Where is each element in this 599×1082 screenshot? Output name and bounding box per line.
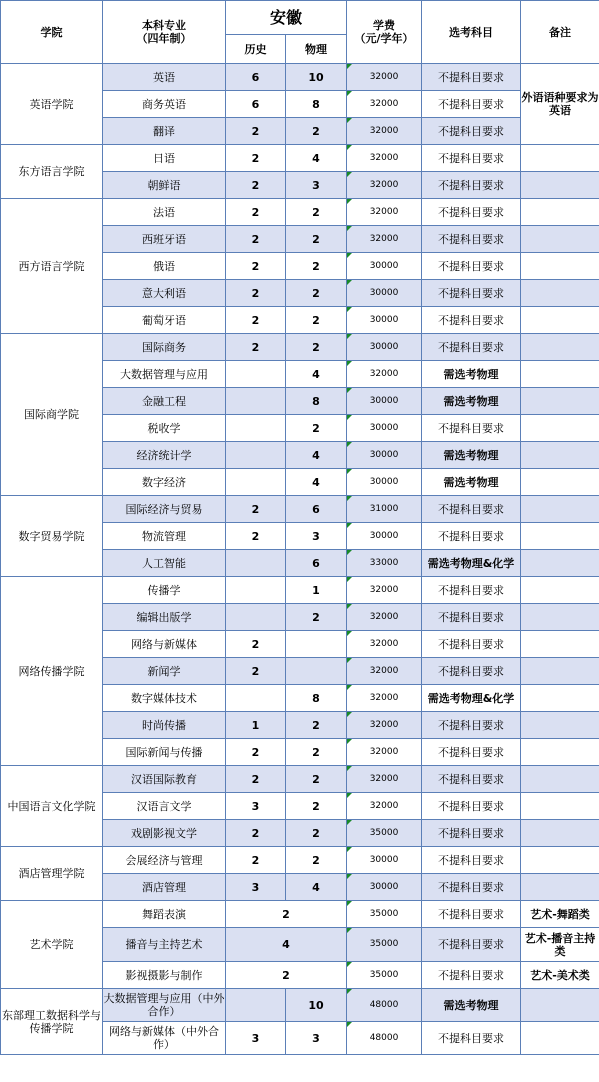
quota-physics-cell: 2 (286, 820, 347, 847)
remark-cell (521, 604, 599, 631)
subjects-cell: 不提科目要求 (422, 766, 521, 793)
table-row (1, 847, 599, 874)
quota-history-cell: 2 (226, 118, 286, 145)
subjects-cell: 不提科目要求 (422, 712, 521, 739)
major-cell: 戏剧影视文学 (103, 820, 226, 847)
table-row (1, 496, 599, 523)
remark-cell (521, 496, 599, 523)
header-major-sub: （四年制） (136, 32, 192, 45)
fee-cell: 32000 (347, 685, 422, 712)
fee-cell: 32000 (347, 172, 422, 199)
subjects-cell: 需选考物理 (422, 388, 521, 415)
table-row (1, 199, 599, 226)
remark-cell (521, 658, 599, 685)
quota-physics-cell: 2 (286, 280, 347, 307)
remark-cell (521, 226, 599, 253)
fee-cell: 32000 (347, 91, 422, 118)
subjects-cell: 不提科目要求 (422, 496, 521, 523)
fee-cell: 32000 (347, 631, 422, 658)
quota-combined-cell: 4 (226, 928, 347, 962)
quota-history-cell: 2 (226, 145, 286, 172)
fee-cell: 30000 (347, 415, 422, 442)
fee-cell: 32000 (347, 577, 422, 604)
quota-physics-cell: 4 (286, 145, 347, 172)
remark-cell (521, 820, 599, 847)
fee-cell: 30000 (347, 847, 422, 874)
college-cell: 酒店管理学院 (1, 847, 103, 901)
subjects-cell: 不提科目要求 (422, 64, 521, 91)
major-cell: 网络与新媒体 (103, 631, 226, 658)
remark-cell (521, 442, 599, 469)
fee-cell: 30000 (347, 280, 422, 307)
subjects-cell: 需选考物理&化学 (422, 550, 521, 577)
major-cell: 国际经济与贸易 (103, 496, 226, 523)
quota-physics-cell: 2 (286, 118, 347, 145)
quota-history-cell (226, 388, 286, 415)
college-cell: 网络传播学院 (1, 577, 103, 766)
major-cell: 俄语 (103, 253, 226, 280)
fee-cell: 30000 (347, 388, 422, 415)
subjects-cell: 需选考物理 (422, 361, 521, 388)
fee-cell: 30000 (347, 253, 422, 280)
quota-history-cell (226, 577, 286, 604)
major-cell: 翻译 (103, 118, 226, 145)
subjects-cell: 不提科目要求 (422, 901, 521, 928)
subjects-cell: 不提科目要求 (422, 928, 521, 962)
major-cell: 舞蹈表演 (103, 901, 226, 928)
quota-physics-cell: 8 (286, 388, 347, 415)
remark-cell (521, 388, 599, 415)
fee-cell: 30000 (347, 334, 422, 361)
major-cell: 影视摄影与制作 (103, 962, 226, 989)
quota-history-cell: 2 (226, 172, 286, 199)
major-cell: 英语 (103, 64, 226, 91)
subjects-cell: 不提科目要求 (422, 962, 521, 989)
major-cell: 西班牙语 (103, 226, 226, 253)
remark-cell (521, 712, 599, 739)
quota-history-cell: 2 (226, 658, 286, 685)
fee-cell: 30000 (347, 874, 422, 901)
remark-cell: 外语语种要求为英语 (521, 64, 599, 145)
fee-cell: 35000 (347, 962, 422, 989)
header-province: 安徽 (226, 1, 347, 35)
subjects-cell: 需选考物理&化学 (422, 685, 521, 712)
quota-history-cell: 6 (226, 64, 286, 91)
college-cell: 东方语言学院 (1, 145, 103, 199)
subjects-cell: 需选考物理 (422, 442, 521, 469)
quota-history-cell (226, 989, 286, 1022)
college-cell: 英语学院 (1, 64, 103, 145)
subjects-cell: 不提科目要求 (422, 1022, 521, 1055)
subjects-cell: 不提科目要求 (422, 253, 521, 280)
major-cell: 法语 (103, 199, 226, 226)
quota-history-cell: 2 (226, 631, 286, 658)
quota-history-cell (226, 361, 286, 388)
quota-physics-cell: 10 (286, 989, 347, 1022)
quota-history-cell (226, 685, 286, 712)
header-major-label: 本科专业 (142, 19, 186, 32)
quota-physics-cell: 4 (286, 442, 347, 469)
fee-cell: 48000 (347, 1022, 422, 1055)
remark-cell (521, 334, 599, 361)
header-college: 学院 (1, 1, 103, 64)
remark-cell (521, 145, 599, 172)
fee-cell: 35000 (347, 901, 422, 928)
header-physics: 物理 (286, 35, 347, 64)
fee-cell: 32000 (347, 793, 422, 820)
remark-cell: 艺术-美术类 (521, 962, 599, 989)
table-row (1, 145, 599, 172)
quota-physics-cell: 2 (286, 307, 347, 334)
quota-physics-cell: 2 (286, 199, 347, 226)
quota-physics-cell: 2 (286, 253, 347, 280)
fee-cell: 32000 (347, 118, 422, 145)
subjects-cell: 不提科目要求 (422, 226, 521, 253)
header-major (103, 1, 226, 64)
subjects-cell: 不提科目要求 (422, 793, 521, 820)
college-cell: 国际商学院 (1, 334, 103, 496)
fee-cell: 30000 (347, 442, 422, 469)
major-cell: 数字经济 (103, 469, 226, 496)
remark-cell (521, 1022, 599, 1055)
quota-physics-cell: 2 (286, 847, 347, 874)
major-cell: 数字媒体技术 (103, 685, 226, 712)
major-cell: 网络与新媒体（中外合作） (103, 1022, 226, 1055)
major-cell: 新闻学 (103, 658, 226, 685)
remark-cell (521, 874, 599, 901)
fee-cell: 48000 (347, 989, 422, 1022)
quota-history-cell: 2 (226, 199, 286, 226)
fee-cell: 32000 (347, 604, 422, 631)
quota-history-cell: 2 (226, 280, 286, 307)
quota-history-cell: 2 (226, 307, 286, 334)
fee-cell: 30000 (347, 469, 422, 496)
subjects-cell: 不提科目要求 (422, 334, 521, 361)
fee-cell: 32000 (347, 64, 422, 91)
subjects-cell: 不提科目要求 (422, 523, 521, 550)
remark-cell (521, 280, 599, 307)
quota-physics-cell: 2 (286, 415, 347, 442)
quota-history-cell: 2 (226, 523, 286, 550)
remark-cell (521, 253, 599, 280)
subjects-cell: 不提科目要求 (422, 658, 521, 685)
quota-history-cell (226, 469, 286, 496)
major-cell: 国际商务 (103, 334, 226, 361)
header-fee (347, 1, 422, 64)
quota-physics-cell: 2 (286, 334, 347, 361)
subjects-cell: 不提科目要求 (422, 280, 521, 307)
quota-physics-cell: 2 (286, 226, 347, 253)
subjects-cell: 不提科目要求 (422, 118, 521, 145)
quota-history-cell: 6 (226, 91, 286, 118)
quota-physics-cell: 1 (286, 577, 347, 604)
subjects-cell: 不提科目要求 (422, 847, 521, 874)
quota-history-cell: 2 (226, 820, 286, 847)
table-row (1, 989, 599, 1022)
fee-cell: 30000 (347, 307, 422, 334)
fee-cell: 32000 (347, 361, 422, 388)
quota-physics-cell (286, 631, 347, 658)
remark-cell (521, 989, 599, 1022)
remark-cell (521, 550, 599, 577)
remark-cell (521, 415, 599, 442)
subjects-cell: 不提科目要求 (422, 631, 521, 658)
major-cell: 意大利语 (103, 280, 226, 307)
quota-history-cell: 3 (226, 1022, 286, 1055)
major-cell: 播音与主持艺术 (103, 928, 226, 962)
quota-physics-cell: 3 (286, 172, 347, 199)
major-cell: 人工智能 (103, 550, 226, 577)
fee-cell: 32000 (347, 145, 422, 172)
remark-cell (521, 793, 599, 820)
quota-physics-cell: 2 (286, 604, 347, 631)
college-cell: 西方语言学院 (1, 199, 103, 334)
subjects-cell: 不提科目要求 (422, 199, 521, 226)
major-cell: 汉语国际教育 (103, 766, 226, 793)
remark-cell (521, 685, 599, 712)
quota-history-cell: 2 (226, 253, 286, 280)
college-cell: 东部理工数据科学与传播学院 (1, 989, 103, 1055)
subjects-cell: 不提科目要求 (422, 91, 521, 118)
header-remark: 备注 (521, 1, 599, 64)
major-cell: 税收学 (103, 415, 226, 442)
major-cell: 金融工程 (103, 388, 226, 415)
major-cell: 大数据管理与应用 (103, 361, 226, 388)
major-cell: 国际新闻与传播 (103, 739, 226, 766)
quota-history-cell: 3 (226, 793, 286, 820)
quota-physics-cell: 6 (286, 550, 347, 577)
quota-history-cell (226, 442, 286, 469)
subjects-cell: 不提科目要求 (422, 820, 521, 847)
table-row (1, 64, 599, 91)
header-subjects: 选考科目 (422, 1, 521, 64)
remark-cell (521, 766, 599, 793)
fee-cell: 32000 (347, 658, 422, 685)
remark-cell (521, 469, 599, 496)
quota-history-cell: 2 (226, 226, 286, 253)
quota-history-cell: 1 (226, 712, 286, 739)
subjects-cell: 不提科目要求 (422, 307, 521, 334)
quota-physics-cell: 2 (286, 739, 347, 766)
table-row (1, 901, 599, 928)
quota-physics-cell (286, 658, 347, 685)
remark-cell (521, 739, 599, 766)
major-cell: 酒店管理 (103, 874, 226, 901)
fee-cell: 32000 (347, 739, 422, 766)
quota-history-cell: 2 (226, 847, 286, 874)
remark-cell (521, 199, 599, 226)
quota-physics-cell: 4 (286, 469, 347, 496)
subjects-cell: 不提科目要求 (422, 415, 521, 442)
major-cell: 物流管理 (103, 523, 226, 550)
subjects-cell: 不提科目要求 (422, 874, 521, 901)
major-cell: 时尚传播 (103, 712, 226, 739)
fee-cell: 32000 (347, 766, 422, 793)
table-row (1, 766, 599, 793)
major-cell: 朝鲜语 (103, 172, 226, 199)
remark-cell (521, 361, 599, 388)
fee-cell: 32000 (347, 712, 422, 739)
subjects-cell: 不提科目要求 (422, 739, 521, 766)
college-cell: 数字贸易学院 (1, 496, 103, 577)
subjects-cell: 不提科目要求 (422, 577, 521, 604)
fee-cell: 30000 (347, 523, 422, 550)
quota-history-cell: 2 (226, 739, 286, 766)
major-cell: 大数据管理与应用（中外合作） (103, 989, 226, 1022)
quota-physics-cell: 8 (286, 91, 347, 118)
quota-physics-cell: 10 (286, 64, 347, 91)
quota-physics-cell: 4 (286, 361, 347, 388)
quota-physics-cell: 4 (286, 874, 347, 901)
quota-combined-cell: 2 (226, 901, 347, 928)
fee-cell: 32000 (347, 226, 422, 253)
subjects-cell: 不提科目要求 (422, 172, 521, 199)
remark-cell (521, 577, 599, 604)
quota-history-cell: 2 (226, 766, 286, 793)
subjects-cell: 需选考物理 (422, 989, 521, 1022)
major-cell: 葡萄牙语 (103, 307, 226, 334)
remark-cell (521, 847, 599, 874)
quota-physics-cell: 3 (286, 1022, 347, 1055)
quota-history-cell (226, 550, 286, 577)
major-cell: 编辑出版学 (103, 604, 226, 631)
major-cell: 会展经济与管理 (103, 847, 226, 874)
quota-combined-cell: 2 (226, 962, 347, 989)
fee-cell: 35000 (347, 928, 422, 962)
subjects-cell: 需选考物理 (422, 469, 521, 496)
remark-cell (521, 631, 599, 658)
fee-cell: 31000 (347, 496, 422, 523)
quota-history-cell: 2 (226, 334, 286, 361)
subjects-cell: 不提科目要求 (422, 604, 521, 631)
table-row (1, 334, 599, 361)
remark-cell: 艺术-舞蹈类 (521, 901, 599, 928)
quota-physics-cell: 8 (286, 685, 347, 712)
remark-cell (521, 523, 599, 550)
major-cell: 经济统计学 (103, 442, 226, 469)
remark-cell: 艺术-播音主持类 (521, 928, 599, 962)
quota-physics-cell: 2 (286, 766, 347, 793)
college-cell: 艺术学院 (1, 901, 103, 989)
quota-history-cell: 2 (226, 496, 286, 523)
major-cell: 商务英语 (103, 91, 226, 118)
fee-cell: 32000 (347, 199, 422, 226)
quota-physics-cell: 3 (286, 523, 347, 550)
quota-physics-cell: 2 (286, 712, 347, 739)
subjects-cell: 不提科目要求 (422, 145, 521, 172)
header-fee-sub: （元/学年） (354, 32, 414, 45)
quota-physics-cell: 6 (286, 496, 347, 523)
header-history: 历史 (226, 35, 286, 64)
major-cell: 传播学 (103, 577, 226, 604)
header-fee-label: 学费 (373, 19, 396, 32)
major-cell: 汉语言文学 (103, 793, 226, 820)
fee-cell: 35000 (347, 820, 422, 847)
quota-history-cell (226, 415, 286, 442)
table-row (1, 577, 599, 604)
remark-cell (521, 172, 599, 199)
remark-cell (521, 307, 599, 334)
fee-cell: 33000 (347, 550, 422, 577)
college-cell: 中国语言文化学院 (1, 766, 103, 847)
quota-history-cell (226, 604, 286, 631)
quota-physics-cell: 2 (286, 793, 347, 820)
major-cell: 日语 (103, 145, 226, 172)
quota-history-cell: 3 (226, 874, 286, 901)
